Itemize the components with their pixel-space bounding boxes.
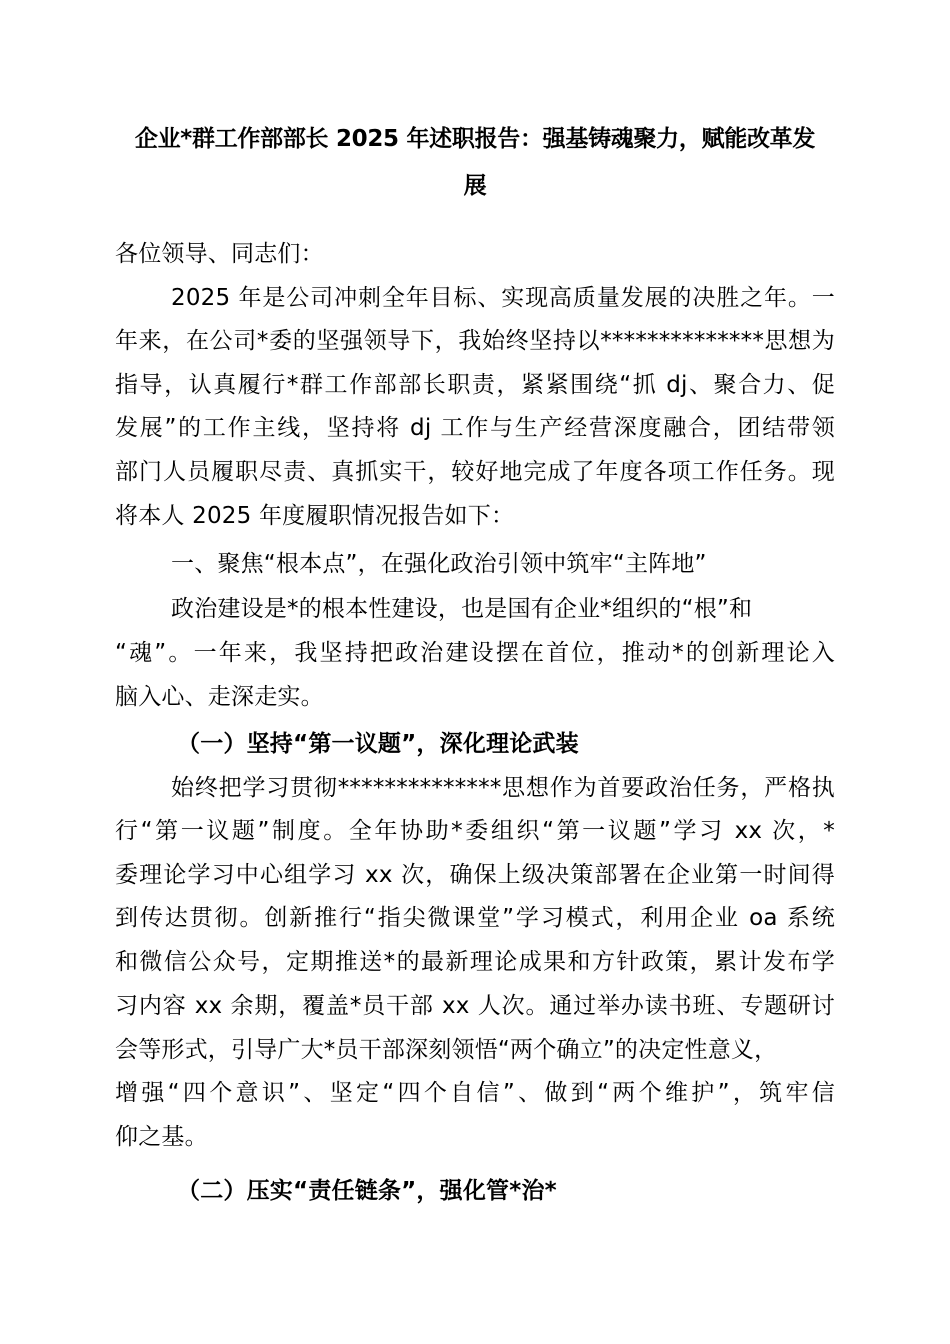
subsection-2-heading: （二）压实“责任链条”，强化管*治* (177, 1178, 557, 1204)
intro-line: 2025 年是公司冲刺全年目标、实现高质量发展的决胜之年。一 (171, 285, 835, 311)
intro-line: 部门人员履职尽责、真抓实干，较好地完成了年度各项工作任务。现 (115, 459, 835, 485)
subsection-1-line: 行“第一议题”制度。全年协助*委组织“第一议题”学习 xx 次，* (115, 818, 835, 844)
subsection-1-line: 会等形式，引导广大*员干部深刻领悟“两个确立”的决定性意义， (115, 1037, 778, 1063)
intro-line: 发展”的工作主线，坚持将 dj 工作与生产经营深度融合，团结带领 (115, 415, 835, 441)
subsection-1-line: 习内容 xx 余期，覆盖*员干部 xx 人次。通过举办读书班、专题研讨 (115, 993, 835, 1019)
section-1-intro-line: 政治建设是*的根本性建设，也是国有企业*组织的“根”和 (171, 596, 753, 622)
section-1-intro-line: 脑入心、走深走实。 (115, 684, 324, 710)
subsection-1-line: 委理论学习中心组学习 xx 次，确保上级决策部署在企业第一时间得 (115, 862, 835, 888)
intro-line: 指导，认真履行*群工作部部长职责，紧紧围绕“抓 dj、聚合力、促 (115, 372, 835, 398)
salutation: 各位领导、同志们： (115, 241, 324, 267)
intro-line: 年来，在公司*委的坚强领导下，我始终坚持以**************思想为 (115, 328, 835, 354)
subsection-1-line: 和微信公众号，定期推送*的最新理论成果和方针政策，累计发布学 (115, 949, 835, 975)
subsection-1-heading: （一）坚持“第一议题”，深化理论武装 (177, 731, 579, 757)
document-title-line-1: 企业*群工作部部长 2025 年述职报告：强基铸魂聚力，赋能改革发 (134, 126, 816, 152)
intro-line: 将本人 2025 年度履职情况报告如下： (115, 503, 515, 529)
subsection-1-line: 增强“四个意识”、坚定“四个自信”、做到“两个维护”，筑牢信 (115, 1080, 835, 1106)
subsection-1-line: 仰之基。 (115, 1124, 208, 1150)
subsection-1-line: 始终把学习贯彻**************思想作为首要政治任务，严格执 (171, 775, 835, 801)
document-title-line-2: 展 (463, 173, 487, 199)
section-1-heading: 一、聚焦“根本点”，在强化政治引领中筑牢“主阵地” (171, 551, 707, 577)
subsection-1-line: 到传达贯彻。创新推行“指尖微课堂”学习模式，利用企业 oa 系统 (115, 905, 835, 931)
section-1-intro-line: “魂”。一年来，我坚持把政治建设摆在首位，推动*的创新理论入 (115, 640, 835, 666)
